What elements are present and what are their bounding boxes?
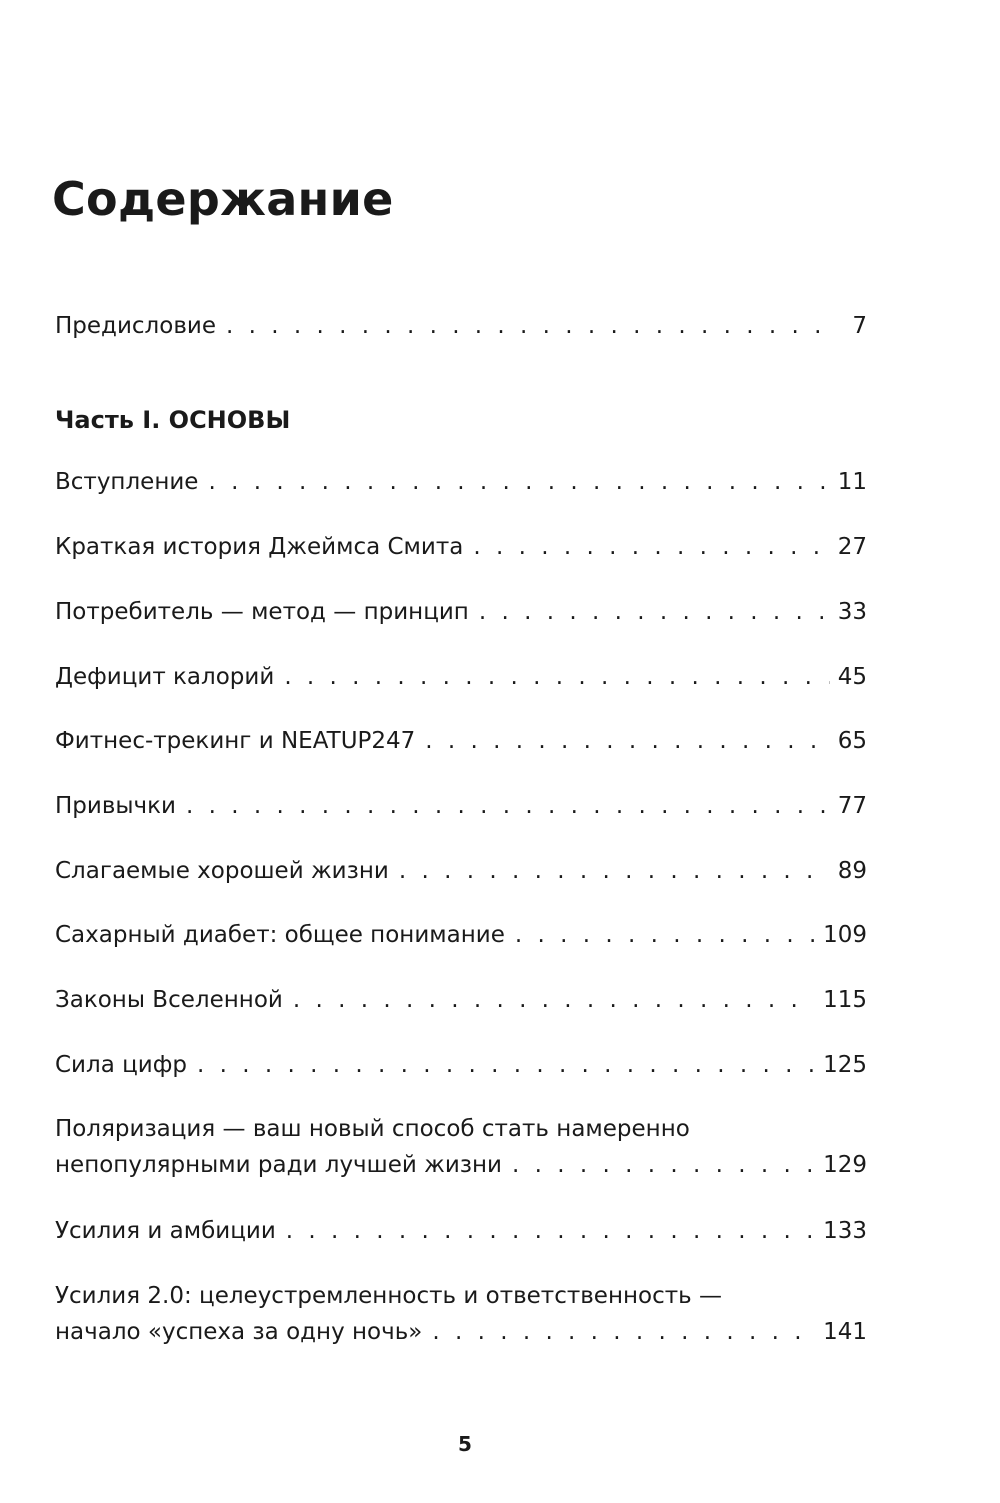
toc-entry-title: Привычки (55, 793, 176, 819)
toc-entry (55, 1278, 867, 1350)
toc-entry-title-line1: Усилия 2.0: целеустремленность и ответственность — (55, 1283, 722, 1309)
toc-entry-page: 141 (823, 1319, 867, 1345)
toc-entry (55, 659, 867, 695)
toc-entry (55, 982, 867, 1018)
toc-entry (55, 594, 867, 630)
dot-leader (515, 917, 815, 953)
toc-entry (55, 529, 867, 565)
toc-entry-page: 129 (823, 1152, 867, 1178)
dot-leader (432, 1314, 815, 1350)
toc-entry-title: Вступление (55, 469, 199, 495)
dot-leader (197, 1047, 815, 1083)
toc-entry-page: 133 (823, 1218, 867, 1244)
toc-entry-title-line2: начало «успеха за одну ночь» (55, 1319, 423, 1345)
toc-entry-title: Предисловие (55, 313, 216, 339)
toc-entry (55, 723, 867, 759)
toc-entry-title: Дефицит калорий (55, 664, 275, 690)
toc-entry-page: 7 (852, 313, 867, 339)
toc-entry-title: Сахарный диабет: общее понимание (55, 922, 505, 948)
part-heading: Часть I. ОСНОВЫ (55, 406, 291, 434)
dot-leader (286, 1213, 815, 1249)
page-title: Содержание (52, 172, 394, 226)
dot-leader (479, 594, 830, 630)
toc-entry (55, 464, 867, 500)
toc-entry (55, 788, 867, 824)
toc-entry-title: Законы Вселенной (55, 987, 283, 1013)
toc-entry-page: 45 (837, 664, 867, 690)
toc-entry-title: Усилия и амбиции (55, 1218, 276, 1244)
toc-entry-page: 77 (837, 793, 867, 819)
toc-entry-page: 89 (837, 858, 867, 884)
toc-entry-page: 65 (837, 728, 867, 754)
dot-leader (512, 1147, 815, 1183)
page-number: 5 (458, 1432, 472, 1456)
toc-entry (55, 1213, 867, 1249)
dot-leader (186, 788, 830, 824)
toc-entry-title: Слагаемые хорошей жизни (55, 858, 389, 884)
toc-entry-page: 33 (837, 599, 867, 625)
toc-entry-title: Краткая история Джеймса Смита (55, 534, 464, 560)
toc-entry-title: Сила цифр (55, 1052, 187, 1078)
toc-entry-page: 125 (823, 1052, 867, 1078)
dot-leader (208, 464, 829, 500)
toc-entry (55, 917, 867, 953)
toc-entry-preface (55, 308, 867, 344)
toc-entry (55, 1111, 867, 1183)
toc-entry-title: Потребитель — метод — принцип (55, 599, 469, 625)
dot-leader (425, 723, 829, 759)
toc-entry (55, 1047, 867, 1083)
toc-entry-title-line1: Поляризация — ваш новый способ стать намеренно (55, 1116, 690, 1142)
toc-entry-title: Фитнес-трекинг и NEATUP247 (55, 728, 416, 754)
toc-entry-title-line2: непопулярными ради лучшей жизни (55, 1152, 502, 1178)
toc-entry-page: 115 (823, 987, 867, 1013)
toc-entry-page: 11 (837, 469, 867, 495)
toc-entry-page: 109 (823, 922, 867, 948)
dot-leader (293, 982, 815, 1018)
dot-leader (473, 529, 829, 565)
dot-leader (284, 659, 829, 695)
dot-leader (399, 853, 830, 889)
toc-entry (55, 853, 867, 889)
toc-entry-page: 27 (837, 534, 867, 560)
dot-leader (226, 308, 831, 344)
